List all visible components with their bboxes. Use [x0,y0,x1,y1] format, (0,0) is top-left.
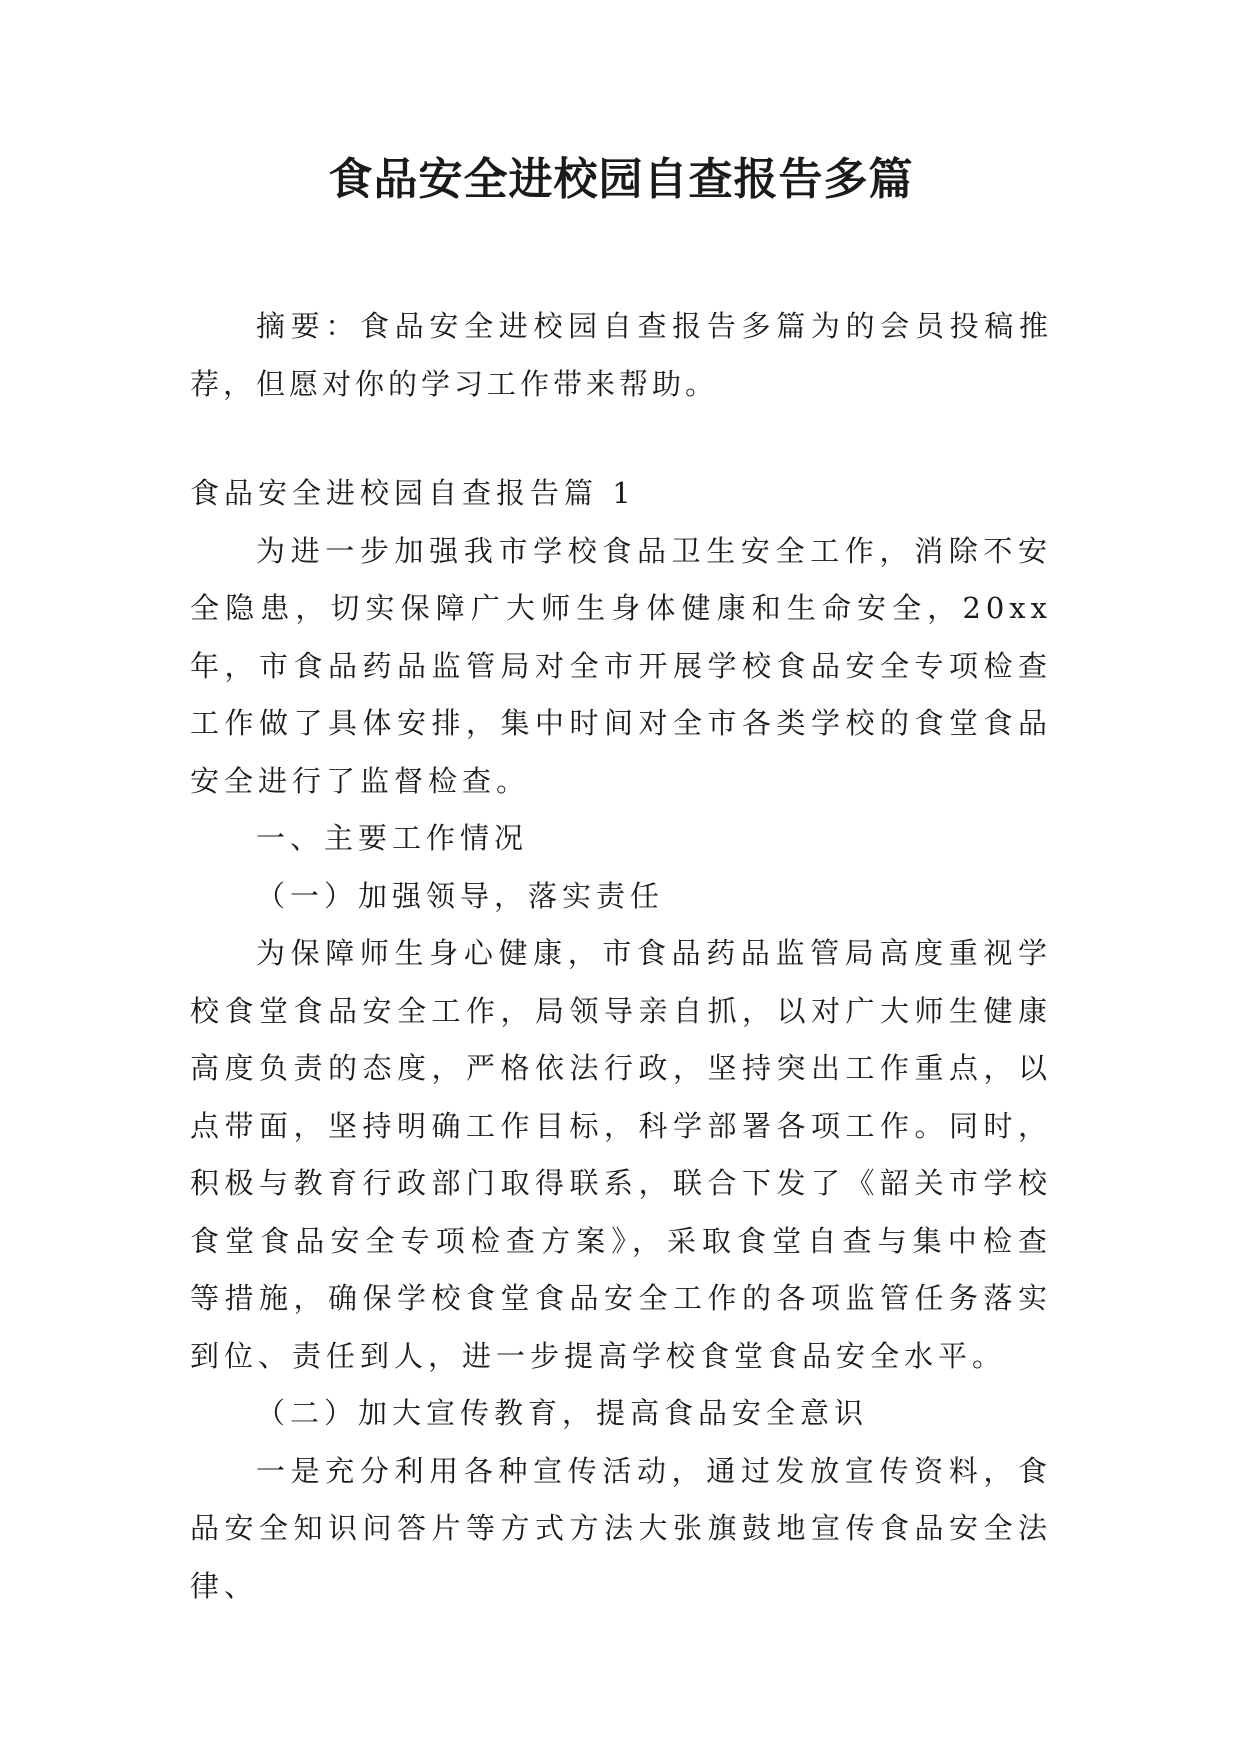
subheading-education: （二）加大宣传教育，提高食品安全意识 [256,1396,869,1430]
body-paragraph-education: 一是充分利用各种宣传活动，通过发放宣传资料，食品安全知识问答片等方式方法大张旗鼓地宣传食品安全法律、 [190,1453,1052,1603]
document-page [190,140,1052,1615]
section-heading: 食品安全进校园自查报告篇 1 [190,476,636,510]
heading-main-work: 一、主要工作情况 [256,821,529,855]
body-paragraph-intro: 为进一步加强我市学校食品卫生安全工作，消除不安全隐患，切实保障广大师生身体健康和生命安全，20xx 年，市食品药品监管局对全市开展学校食品安全专项检查工作做了具体安排，集中时间对全市各类学校的食堂食品安全进行了监督检查。 [190,533,1052,798]
document-title: 食品安全进校园自查报告多篇 [328,154,914,205]
body-paragraph-leadership: 为保障师生身心健康，市食品药品监管局高度重视学校食堂食品安全工作，局领导亲自抓，以对广大师生健康高度负责的态度，严格依法行政，坚持突出工作重点，以点带面，坚持明确工作目标，科学部署各项工作。同时，积极与教育行政部门取得联系，联合下发了《韶关市学校食堂食品安全专项检查方案》，采取食堂自查与集中检查等措施，确保学校食堂食品安全工作的各项监管任务落实到位、责任到人，进一步提高学校食堂食品安全水平。 [190,936,1052,1373]
subheading-leadership: （一）加强领导，落实责任 [256,878,665,913]
paragraph-spacer [190,413,1052,465]
summary-paragraph: 摘要：食品安全进校园自查报告多篇为的会员投稿推荐，但愿对你的学习工作带来帮助。 [190,309,1052,401]
